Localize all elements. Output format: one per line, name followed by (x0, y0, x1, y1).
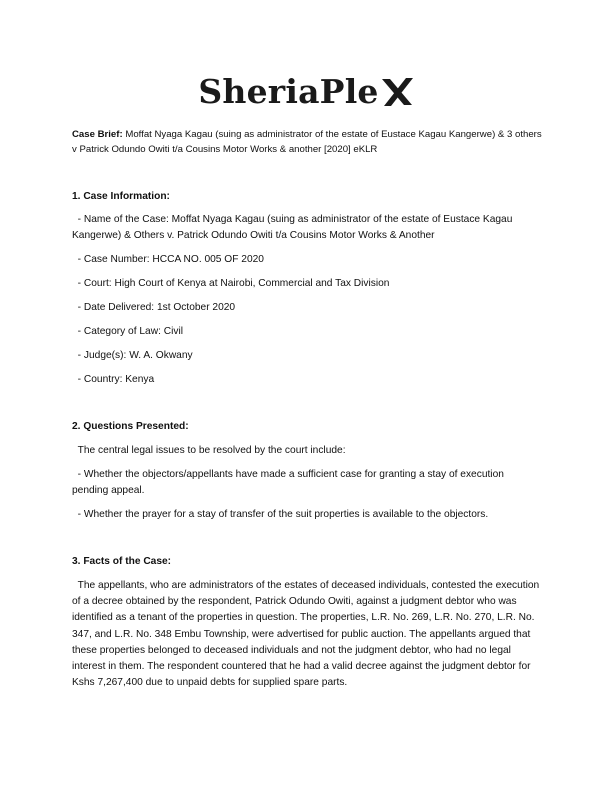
case-category: - Category of Law: Civil (72, 326, 183, 337)
case-court: - Court: High Court of Kenya at Nairobi, Commercial and Tax Division (72, 278, 390, 289)
questions-intro: The central legal issues to be resolved by the court include: (72, 445, 346, 456)
case-name: - Name of the Case: Moffat Nyaga Kagau (suing as administrator of the estate of Eustace Kagau Kangerwe) & Others v. Patrick Odundo Owiti t/a Cousins Motor Works & Another (72, 214, 516, 242)
section-heading-facts: 3. Facts of the Case: (72, 556, 172, 567)
case-number: - Case Number: HCCA NO. 005 OF 2020 (72, 254, 264, 265)
case-brief-text: Moffat Nyaga Kagau (suing as administrator of the estate of Eustace Kagau Kangerwe) & 3 others v Patrick Odundo Owiti t/a Cousins Motor Works & another [2020] eKLR (72, 129, 542, 155)
case-judges: - Judge(s): W. A. Okwany (72, 350, 193, 361)
logo-text: SheriaPle (198, 72, 379, 111)
case-brief-label: Case Brief: (72, 129, 123, 140)
facts-paragraph: The appellants, who are administrators of the estates of deceased individuals, contested the execution of a decree obtained by the respondent, Patrick Odundo Owiti, against a judgment debtor who was identified as a tenant of the properties in question. The properties, L.R. No. 269, L.R. No. 270, L.R. No. 347, and L.R. No. 348 Embu Township, were advertised for public auction. The appellants argued that these properties belonged to deceased individuals and not the judgment debtor, who had no legal interest in them. The respondent countered that he had a valid decree against the judgment debtor for Kshs 7,267,400 due to unpaid debts for supplied spare parts. (72, 580, 543, 689)
case-date: - Date Delivered: 1st October 2020 (72, 302, 236, 313)
question-item: - Whether the objectors/appellants have made a sufficient case for granting a stay of execution pending appeal. (72, 469, 507, 497)
sheriaplex-logo (0, 72, 612, 111)
logo-x-icon (380, 77, 414, 107)
section-heading-questions-presented: 2. Questions Presented: (72, 421, 189, 432)
section-heading-case-information: 1. Case Information: (72, 191, 170, 202)
question-item: - Whether the prayer for a stay of transfer of the suit properties is available to the objectors. (72, 509, 489, 520)
case-brief (72, 127, 542, 157)
case-country: - Country: Kenya (72, 374, 155, 385)
